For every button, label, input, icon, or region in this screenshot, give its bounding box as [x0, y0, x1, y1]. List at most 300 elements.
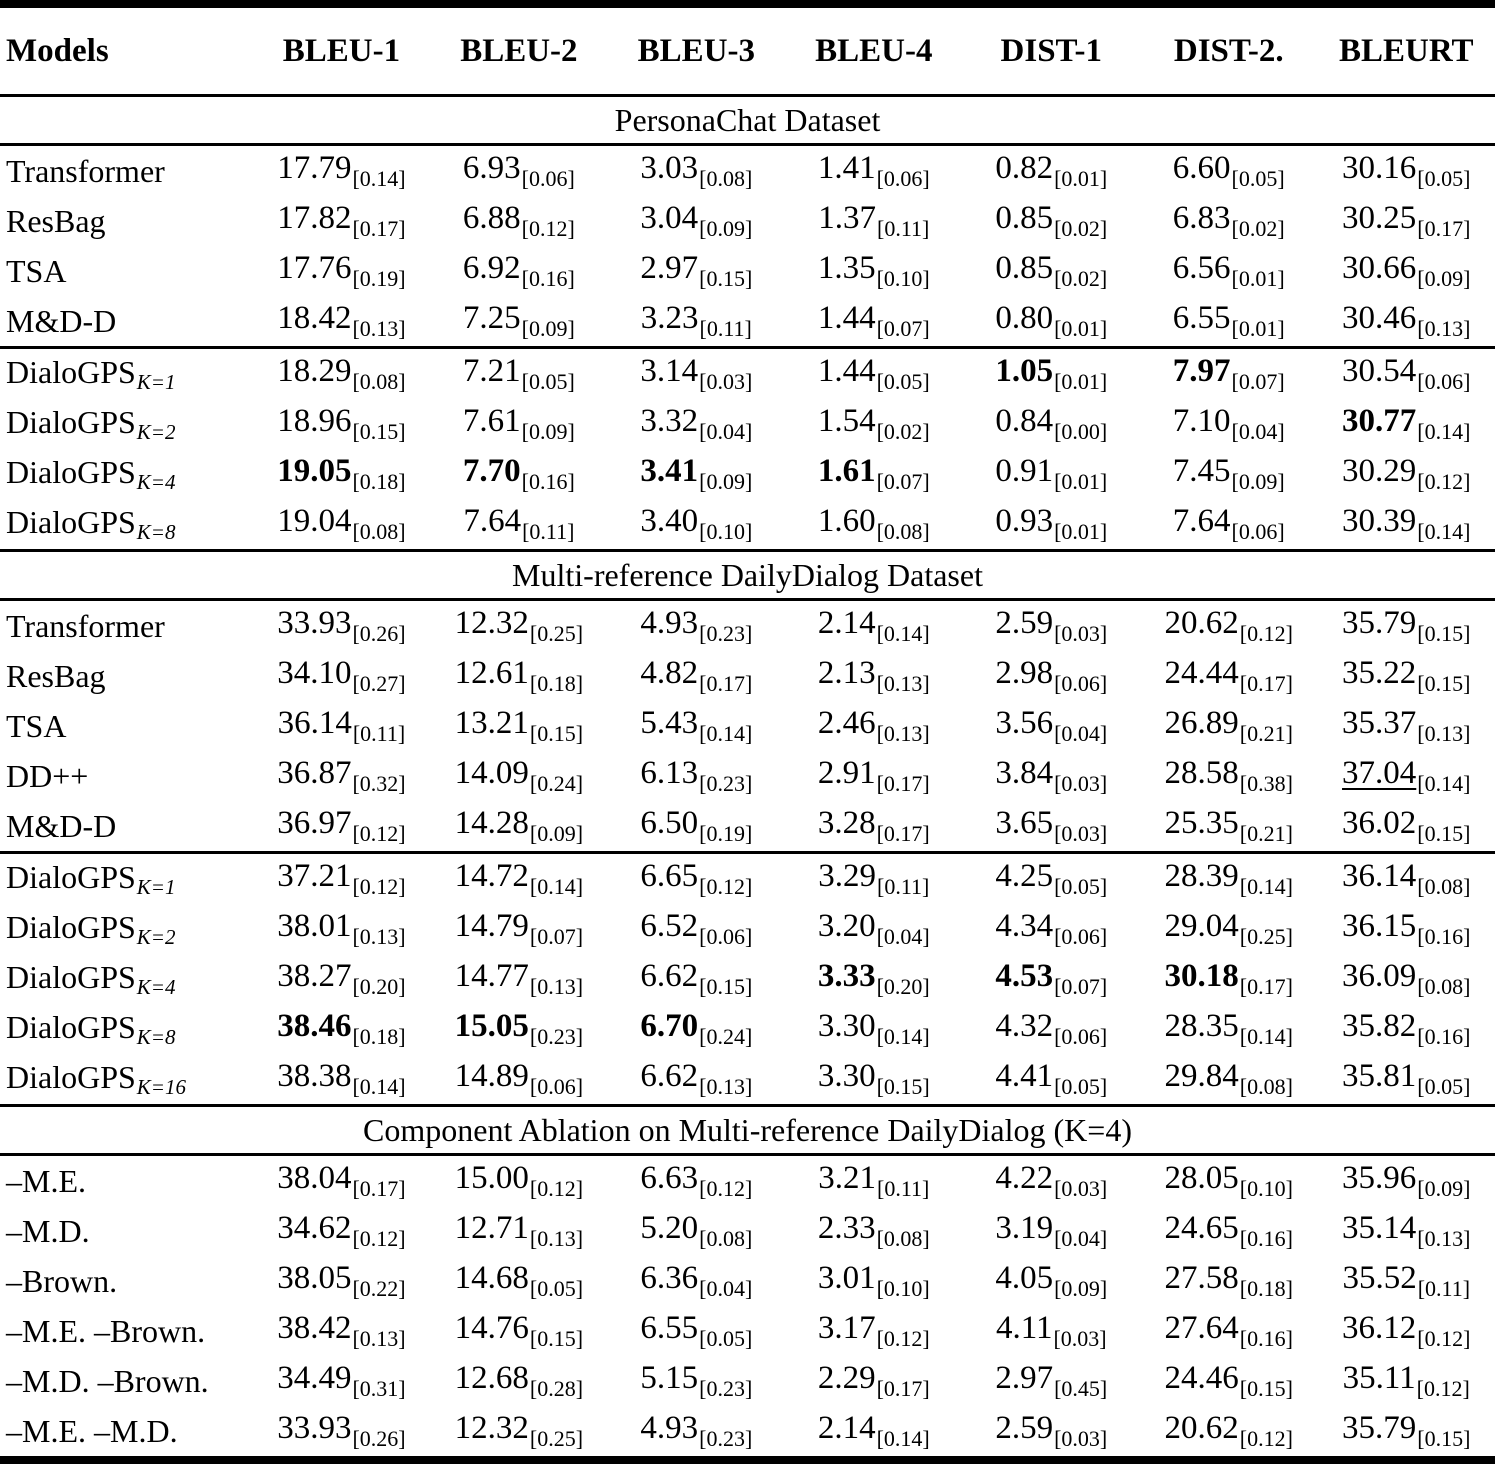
metric-cell	[963, 1356, 1140, 1406]
metric-std: [0.07]	[1054, 974, 1108, 999]
metric-std: [0.17]	[1239, 974, 1293, 999]
metric-cell	[963, 1155, 1140, 1207]
metric-std: [0.15]	[1239, 1376, 1293, 1401]
metric-cell	[963, 1306, 1140, 1356]
metric-std: [0.05]	[1417, 1074, 1471, 1099]
metric-cell	[253, 1256, 430, 1306]
metric-cell	[785, 1306, 962, 1356]
model-name: DialoGPSK=4	[6, 958, 176, 999]
model-name: M&D-D	[6, 302, 117, 339]
metric-value: 3.19	[995, 1210, 1054, 1246]
metric-std: [0.03]	[699, 369, 753, 394]
metric-cell	[253, 1356, 430, 1406]
metric-value: 4.25	[995, 858, 1054, 894]
metric-std: [0.13]	[876, 721, 930, 746]
metric-value: 7.70	[462, 453, 521, 489]
metric-value: 3.01	[817, 1260, 876, 1296]
metric-value: 7.64	[463, 503, 522, 539]
metric-cell	[608, 246, 785, 296]
section-title: Multi-reference DailyDialog Dataset	[0, 551, 1495, 600]
metric-value: 3.84	[995, 755, 1054, 791]
metric-value: 36.09	[1342, 958, 1417, 994]
metric-value: 4.93	[640, 605, 699, 641]
model-name: DialoGPSK=2	[6, 908, 176, 949]
metric-cell	[608, 954, 785, 1004]
metric-value: 35.52	[1342, 1260, 1417, 1296]
metric-std: [0.21]	[1239, 721, 1293, 746]
metric-value: 12.71	[454, 1210, 529, 1246]
metric-cell	[963, 296, 1140, 348]
metric-std: [0.09]	[1054, 1276, 1108, 1301]
metric-cell	[785, 499, 962, 551]
metric-value: 5.15	[640, 1360, 699, 1396]
metric-cell	[1140, 1004, 1317, 1054]
metric-value: 18.42	[277, 300, 352, 336]
metric-std: [0.10]	[876, 1276, 930, 1301]
metric-value: 2.14	[817, 1410, 876, 1446]
metric-value: 14.77	[454, 958, 529, 994]
metric-value: 3.40	[640, 503, 699, 539]
metric-cell	[608, 1004, 785, 1054]
model-subscript: K=2	[136, 419, 176, 444]
metric-std: [0.15]	[529, 1326, 584, 1351]
metric-value: 14.76	[454, 1310, 529, 1346]
metric-cell	[430, 1155, 607, 1207]
metric-cell	[785, 751, 962, 801]
metric-value: 6.65	[640, 858, 699, 894]
metric-std: [0.10]	[1239, 1176, 1293, 1201]
metric-value: 33.93	[277, 1410, 352, 1446]
metric-value: 24.46	[1164, 1360, 1239, 1396]
metric-cell	[963, 1004, 1140, 1054]
metric-cell	[1317, 449, 1495, 499]
metric-std: [0.03]	[1054, 821, 1108, 846]
metric-value: 36.14	[1342, 858, 1417, 894]
metric-std: [0.09]	[521, 419, 575, 444]
metric-std: [0.06]	[529, 1074, 584, 1099]
metric-value: 7.45	[1172, 453, 1231, 489]
metric-cell	[785, 1406, 962, 1460]
table-row	[0, 1256, 1495, 1306]
metric-cell	[430, 1306, 607, 1356]
metric-std: [0.14]	[352, 166, 406, 191]
metric-value: 6.36	[640, 1260, 699, 1296]
section-title: Component Ablation on Multi-reference DailyDialog (K=4)	[0, 1106, 1495, 1155]
metric-cell	[963, 954, 1140, 1004]
metric-value: 2.13	[817, 655, 876, 691]
metric-value: 26.89	[1164, 705, 1239, 741]
metric-cell	[1140, 701, 1317, 751]
metric-std: [0.18]	[352, 1024, 406, 1049]
metric-value: 6.63	[640, 1160, 699, 1196]
metric-value: 0.93	[995, 503, 1054, 539]
metric-value: 1.41	[817, 150, 876, 186]
metric-value: 36.87	[277, 755, 352, 791]
metric-std: [0.12]	[699, 1176, 753, 1201]
metric-std: [0.02]	[1054, 266, 1108, 291]
metric-value: 38.38	[277, 1058, 352, 1094]
metric-cell	[253, 1206, 430, 1256]
metric-std: [0.07]	[876, 469, 930, 494]
metric-std: [0.12]	[1417, 469, 1471, 494]
metric-std: [0.16]	[1417, 1024, 1471, 1049]
metric-std: [0.13]	[1417, 721, 1471, 746]
model-name: DialoGPSK=8	[6, 503, 176, 544]
metric-value: 2.59	[995, 1410, 1054, 1446]
metric-value: 35.22	[1342, 655, 1417, 691]
table-row	[0, 600, 1495, 652]
metric-value: 2.59	[995, 605, 1054, 641]
model-subscript: K=4	[136, 469, 176, 494]
metric-value: 4.34	[995, 908, 1054, 944]
metric-std: [0.06]	[1231, 519, 1285, 544]
metric-value: 35.14	[1342, 1210, 1417, 1246]
metric-value: 0.84	[995, 403, 1054, 439]
metric-cell	[430, 600, 607, 652]
metric-cell	[1140, 449, 1317, 499]
table-row	[0, 904, 1495, 954]
col-header-dist-1: DIST-1	[963, 4, 1140, 96]
table-row	[0, 348, 1495, 400]
metric-value: 1.61	[817, 453, 876, 489]
metric-cell	[430, 1406, 607, 1460]
metric-cell	[253, 1406, 430, 1460]
metric-cell	[785, 1155, 962, 1207]
metric-cell	[430, 1256, 607, 1306]
metric-std: [0.03]	[1054, 1426, 1108, 1451]
metric-cell	[1140, 1206, 1317, 1256]
metric-std: [0.09]	[529, 821, 584, 846]
metric-std: [0.21]	[1239, 821, 1293, 846]
metric-value: 7.25	[462, 300, 521, 336]
metric-value: 5.43	[640, 705, 699, 741]
metric-cell	[608, 1256, 785, 1306]
metric-std: [0.02]	[1054, 216, 1108, 241]
metric-value: 6.13	[640, 755, 699, 791]
metric-cell	[785, 348, 962, 400]
metric-value: 35.79	[1342, 1410, 1417, 1446]
model-name: DialoGPSK=1	[0, 348, 253, 400]
metric-value: 14.79	[454, 908, 529, 944]
metric-cell	[430, 296, 607, 348]
metric-std: [0.24]	[699, 1024, 753, 1049]
metric-std: [0.23]	[529, 1024, 584, 1049]
metric-std: [0.12]	[352, 1226, 406, 1251]
metric-cell	[608, 904, 785, 954]
metric-value: 30.66	[1342, 250, 1417, 286]
metric-std: [0.19]	[352, 266, 406, 291]
metric-std: [0.11]	[877, 216, 930, 241]
metric-value: 6.55	[1172, 300, 1231, 336]
metric-std: [0.13]	[876, 671, 930, 696]
metric-cell	[1317, 701, 1495, 751]
model-name: –M.E. –M.D.	[6, 1412, 178, 1449]
metric-value: 4.05	[995, 1260, 1054, 1296]
metric-std: [0.09]	[1417, 1176, 1471, 1201]
metric-cell	[785, 701, 962, 751]
metric-value: 2.98	[995, 655, 1054, 691]
metric-value: 37.21	[277, 858, 352, 894]
metric-cell	[1140, 751, 1317, 801]
metric-std: [0.17]	[1239, 671, 1293, 696]
metric-value: 2.97	[640, 250, 699, 286]
metric-std: [0.02]	[876, 419, 930, 444]
metric-cell	[430, 196, 607, 246]
metric-cell	[253, 399, 430, 449]
metric-std: [0.12]	[876, 1326, 930, 1351]
metric-std: [0.05]	[529, 1276, 584, 1301]
metric-value: 3.14	[640, 353, 699, 389]
metric-value: 35.81	[1342, 1058, 1417, 1094]
model-name: –M.E. –Brown.	[6, 1312, 206, 1349]
metric-std: [0.11]	[1417, 1276, 1471, 1301]
model-name: Transformer	[6, 607, 165, 644]
model-name: M&D-D	[6, 807, 117, 844]
metric-std: [0.32]	[352, 771, 406, 796]
model-name: –M.D.	[6, 1212, 90, 1249]
metric-cell	[785, 853, 962, 905]
metric-value: 12.68	[454, 1360, 529, 1396]
table-row	[0, 801, 1495, 853]
metric-cell	[430, 348, 607, 400]
metric-std: [0.15]	[699, 266, 753, 291]
metric-std: [0.28]	[529, 1376, 584, 1401]
metric-std: [0.08]	[352, 519, 406, 544]
metric-std: [0.11]	[699, 316, 752, 341]
table-row	[0, 853, 1495, 905]
metric-value: 14.72	[454, 858, 529, 894]
table-row	[0, 751, 1495, 801]
model-name: –M.E.	[6, 1162, 86, 1199]
metric-cell	[1317, 904, 1495, 954]
metric-std: [0.25]	[529, 621, 584, 646]
metric-value: 2.29	[817, 1360, 876, 1396]
metric-cell	[253, 801, 430, 853]
metric-cell	[1317, 399, 1495, 449]
metric-cell	[1140, 1356, 1317, 1406]
metric-cell	[253, 751, 430, 801]
model-name: –M.D. –Brown.	[6, 1362, 209, 1399]
model-subscript: K=8	[136, 519, 176, 544]
model-name: DialoGPSK=4	[6, 453, 176, 494]
metric-value: 28.05	[1164, 1160, 1239, 1196]
metric-value: 20.62	[1164, 605, 1239, 641]
metric-cell	[430, 1206, 607, 1256]
table-row	[0, 145, 1495, 197]
metric-cell	[430, 399, 607, 449]
metric-value: 3.32	[640, 403, 699, 439]
metric-cell	[608, 751, 785, 801]
metric-std: [0.14]	[699, 721, 753, 746]
metric-value: 4.32	[995, 1008, 1054, 1044]
metric-cell	[253, 1306, 430, 1356]
metric-std: [0.01]	[1054, 469, 1108, 494]
metric-std: [0.02]	[1231, 216, 1285, 241]
metric-cell	[1140, 904, 1317, 954]
metric-cell	[785, 1206, 962, 1256]
metric-cell	[430, 246, 607, 296]
metric-value: 3.20	[817, 908, 876, 944]
col-header-bleu-3: BLEU-3	[608, 4, 785, 96]
metric-std: [0.14]	[1239, 1024, 1293, 1049]
metric-cell	[608, 1206, 785, 1256]
metric-std: [0.15]	[1417, 821, 1471, 846]
metric-std: [0.23]	[699, 771, 753, 796]
metric-cell	[253, 449, 430, 499]
metric-value: 3.56	[995, 705, 1054, 741]
metric-value: 4.82	[640, 655, 699, 691]
metric-std: [0.04]	[1231, 419, 1285, 444]
metric-value: 4.53	[995, 958, 1054, 994]
metric-value: 12.32	[454, 605, 529, 641]
metric-value: 6.56	[1172, 250, 1231, 286]
metric-value: 6.93	[462, 150, 521, 186]
metric-std: [0.13]	[529, 974, 584, 999]
model-subscript: K=1	[136, 369, 176, 394]
metric-value: 30.29	[1342, 453, 1417, 489]
metric-cell	[1140, 954, 1317, 1004]
metric-std: [0.14]	[876, 621, 930, 646]
metric-value: 0.80	[995, 300, 1054, 336]
metric-cell	[963, 1054, 1140, 1106]
metric-value: 1.60	[817, 503, 876, 539]
metric-cell	[608, 801, 785, 853]
table-row	[0, 701, 1495, 751]
metric-value: 30.18	[1164, 958, 1239, 994]
metric-cell	[1317, 196, 1495, 246]
metric-value: 38.46	[277, 1008, 352, 1044]
metric-cell	[785, 904, 962, 954]
metric-std: [0.07]	[529, 924, 584, 949]
metric-cell	[1317, 1256, 1495, 1306]
metric-std: [0.26]	[352, 1426, 406, 1451]
metric-value: 18.96	[277, 403, 352, 439]
metric-std: [0.17]	[876, 1376, 930, 1401]
metric-std: [0.00]	[1054, 419, 1108, 444]
metric-std: [0.14]	[1239, 874, 1293, 899]
table-row	[0, 399, 1495, 449]
metric-std: [0.06]	[1054, 924, 1108, 949]
col-header-dist-2: DIST-2.	[1140, 4, 1317, 96]
table-row	[0, 499, 1495, 551]
metric-std: [0.05]	[1231, 166, 1285, 191]
section-title-row	[0, 96, 1495, 145]
metric-value: 35.96	[1342, 1160, 1417, 1196]
metric-value: 37.04	[1342, 755, 1417, 791]
metric-value: 36.12	[1342, 1310, 1417, 1346]
metric-cell	[785, 1256, 962, 1306]
col-header-models: Models	[0, 4, 253, 96]
metric-std: [0.04]	[1054, 1226, 1108, 1251]
metric-std: [0.09]	[521, 316, 575, 341]
metric-cell	[1140, 1256, 1317, 1306]
metric-value: 7.21	[462, 353, 521, 389]
metric-value: 3.03	[640, 150, 699, 186]
metric-value: 6.83	[1172, 200, 1231, 236]
metric-value: 18.29	[277, 353, 352, 389]
metric-value: 2.33	[817, 1210, 876, 1246]
metric-cell	[253, 904, 430, 954]
metric-std: [0.12]	[1239, 621, 1293, 646]
metric-cell	[608, 499, 785, 551]
model-name: –Brown.	[6, 1262, 118, 1299]
metric-cell	[1140, 801, 1317, 853]
metric-value: 17.76	[277, 250, 352, 286]
metric-cell	[608, 399, 785, 449]
metric-std: [0.09]	[1417, 266, 1471, 291]
metric-cell	[608, 1356, 785, 1406]
metric-std: [0.23]	[699, 1376, 753, 1401]
metric-value: 12.32	[454, 1410, 529, 1446]
metric-cell	[1317, 954, 1495, 1004]
metric-std: [0.01]	[1231, 266, 1285, 291]
table-header-row	[0, 4, 1495, 96]
model-subscript: K=8	[136, 1024, 176, 1049]
metric-cell	[608, 701, 785, 751]
metric-std: [0.45]	[1054, 1376, 1108, 1401]
metric-cell	[963, 145, 1140, 197]
metric-cell	[1317, 145, 1495, 197]
metric-cell	[430, 853, 607, 905]
metric-cell	[785, 600, 962, 652]
metric-std: [0.11]	[522, 519, 575, 544]
metric-std: [0.07]	[1231, 369, 1285, 394]
metric-std: [0.13]	[352, 316, 406, 341]
metric-cell	[253, 246, 430, 296]
metric-value: 3.30	[817, 1058, 876, 1094]
metric-value: 28.35	[1164, 1008, 1239, 1044]
metric-std: [0.08]	[1417, 974, 1471, 999]
metric-std: [0.09]	[699, 216, 753, 241]
metric-value: 7.97	[1172, 353, 1231, 389]
metric-cell	[785, 196, 962, 246]
metric-value: 19.04	[277, 503, 352, 539]
metric-value: 0.85	[995, 250, 1054, 286]
metric-std: [0.13]	[352, 1326, 406, 1351]
metric-value: 1.54	[817, 403, 876, 439]
metric-value: 20.62	[1164, 1410, 1239, 1446]
metric-cell	[963, 246, 1140, 296]
metric-value: 2.91	[817, 755, 876, 791]
metric-value: 3.30	[817, 1008, 876, 1044]
metric-std: [0.08]	[1417, 874, 1471, 899]
metric-value: 29.84	[1164, 1058, 1239, 1094]
metric-std: [0.08]	[699, 166, 753, 191]
metric-std: [0.23]	[699, 1426, 753, 1451]
metric-std: [0.06]	[1054, 671, 1108, 696]
metric-cell	[253, 853, 430, 905]
metric-std: [0.12]	[352, 821, 406, 846]
metric-value: 29.04	[1164, 908, 1239, 944]
metric-cell	[785, 399, 962, 449]
metric-cell	[253, 1054, 430, 1106]
metric-cell	[785, 1356, 962, 1406]
metric-std: [0.08]	[876, 519, 930, 544]
metric-cell	[963, 904, 1140, 954]
metric-cell	[430, 751, 607, 801]
metric-std: [0.09]	[1231, 469, 1285, 494]
table-row	[0, 296, 1495, 348]
metric-std: [0.13]	[1417, 1226, 1471, 1251]
metric-cell	[430, 499, 607, 551]
metric-std: [0.12]	[352, 874, 406, 899]
metric-value: 2.46	[817, 705, 876, 741]
table-row	[0, 1155, 1495, 1207]
metric-std: [0.13]	[352, 924, 406, 949]
metric-std: [0.19]	[699, 821, 753, 846]
metric-value: 2.97	[995, 1360, 1054, 1396]
metric-std: [0.07]	[876, 316, 930, 341]
